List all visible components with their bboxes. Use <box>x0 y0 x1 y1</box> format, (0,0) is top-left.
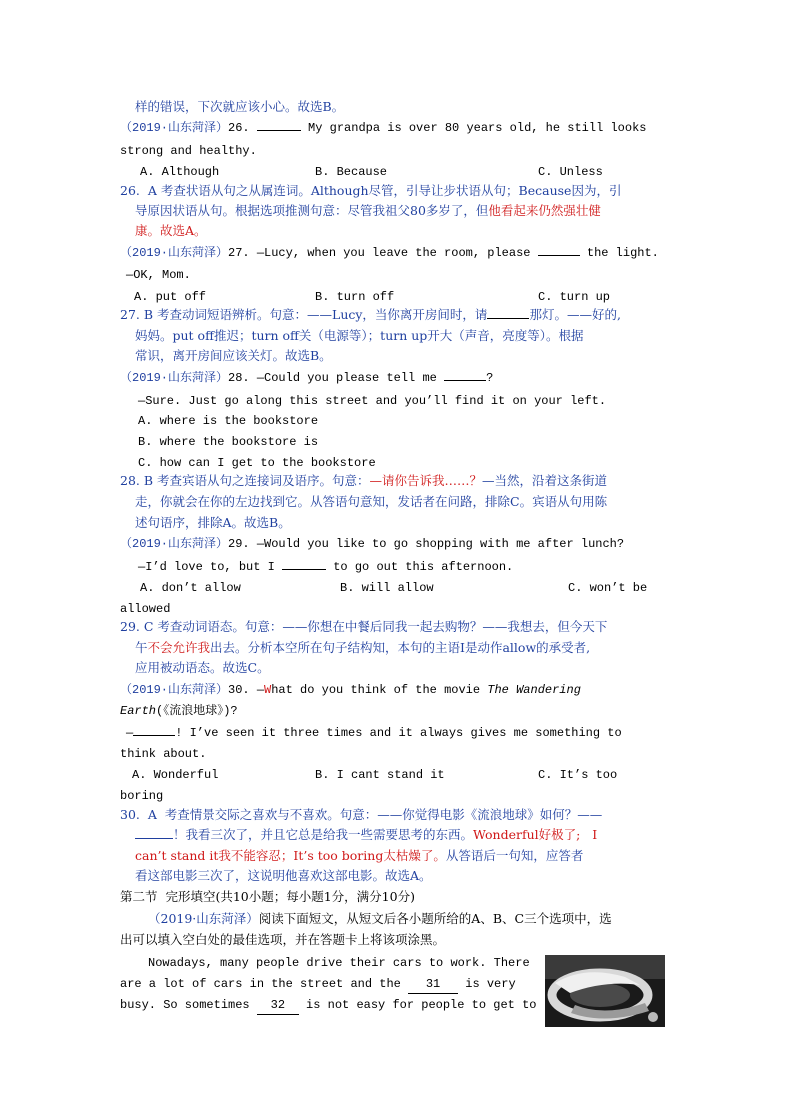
blank <box>487 318 529 319</box>
answer-30-line2: ！我看三次了，并且它总是给我一些需要思考的东西。Wonderful好极了; I <box>135 826 597 844</box>
answer-25-tail: 样的错误，下次就应该小心。故选B。 <box>135 99 345 114</box>
question-30-reply: — ! I’ve seen it three times and it always gives me something to <box>126 726 622 740</box>
option-a: A. Wonderful <box>132 768 219 782</box>
question-27: （2019·山东菏泽）27. —Lucy, when you leave the room, please the light. <box>120 246 659 260</box>
blank <box>257 130 301 131</box>
answer-29-line3: 应用被动语态。故选C。 <box>135 660 270 675</box>
cloze-instructions-cont: 出可以填入空白处的最佳选项，并在答题卡上将该项涂黑。 <box>120 932 446 947</box>
option-c: C. Unless <box>538 165 603 179</box>
answer-26-line3: 康。故选A。 <box>135 223 207 238</box>
answer-30-line3: can’t stand it我不能容忍；It’s too boring太枯燥了。从答语后一句知，应答者 <box>135 848 584 863</box>
question-30: （2019·山东菏泽）30. —What do you think of the movie The Wandering <box>120 683 581 697</box>
question-28: （2019·山东菏泽）28. —Could you please tell me ? <box>120 371 494 385</box>
option-a: A. don’t allow <box>140 581 241 595</box>
option-b: B. will allow <box>340 581 434 595</box>
source-tag: （2019·山东菏泽） <box>120 537 229 551</box>
answer-26-line2: 导原因状语从句。根据选项推测句意：尽管我祖父80多岁了，但他看起来仍然强壮健 <box>135 203 601 218</box>
option-a: A. Although <box>140 165 220 179</box>
option-b: B. I cant stand it <box>315 768 445 782</box>
passage-line: busy. So sometimes 32 is not easy for people to get to <box>120 996 536 1015</box>
answer-30: 30. A 考查情景交际之喜欢与不喜欢。句意：——你觉得电影《流浪地球》如何？—— <box>120 807 603 822</box>
option-c-cont: allowed <box>120 602 171 616</box>
question-30-reply-cont: think about. <box>120 747 207 761</box>
option-c: C. how can I get to the bookstore <box>138 456 376 470</box>
question-26-cont: strong and healthy. <box>120 144 257 158</box>
blank-32: 32 <box>257 996 299 1015</box>
blank <box>133 735 175 736</box>
question-29: （2019·山东菏泽）29. —Would you like to go shopping with me after lunch? <box>120 537 625 551</box>
option-b: B. Because <box>315 165 388 179</box>
passage-line: are a lot of cars in the street and the 31 is very <box>120 975 516 994</box>
answer-28-line3: 述句语序，排除A。故选B。 <box>135 515 291 530</box>
section-heading: 第二节 完形填空(共10小题；每小题1分，满分10分) <box>120 889 415 904</box>
option-b: B. turn off <box>315 290 395 304</box>
option-a: A. where is the bookstore <box>138 414 319 428</box>
blank <box>135 838 173 839</box>
answer-29: 29. C 考查动词语态。句意：——你想在中餐后同我一起去购物？——我想去，但今天下 <box>120 619 608 634</box>
question-29-reply: —I’d love to, but I to go out this afternoon. <box>138 560 514 574</box>
option-c: C. turn up <box>538 290 611 304</box>
question-28-reply: —Sure. Just go along this street and you’ll find it on your left. <box>138 394 607 408</box>
option-c: C. won’t be <box>568 581 648 595</box>
question-27-reply: —OK, Mom. <box>126 268 191 282</box>
answer-28-line2: 走，你就会在你的左边找到它。从答语句意知，发话者在问路，排除C。宾语从句用陈 <box>135 494 608 509</box>
answer-27-line2: 妈妈。put off推迟；turn off关（电源等）；turn up开大（声音，亮度等）。根据 <box>135 328 584 343</box>
option-b: B. where the bookstore is <box>138 435 319 449</box>
passage-line: Nowadays, many people drive their cars to work. There <box>148 956 530 970</box>
blank <box>538 255 580 256</box>
blank <box>282 569 326 570</box>
source-tag: （2019·山东菏泽） <box>120 371 229 385</box>
answer-27: 27. B 考查动词短语辨析。句意：——Lucy，当你离开房间时，请 那灯。——好的, <box>120 307 621 322</box>
source-tag: （2019·山东菏泽） <box>120 121 229 135</box>
question-30-cont: Earth(《流浪地球》)? <box>120 704 238 718</box>
blank <box>444 380 486 381</box>
answer-27-line3: 常识，离开房间应该关灯。故选B。 <box>135 348 332 363</box>
car-steering-wheel-image <box>545 955 665 1027</box>
answer-29-line2: 午不会允许我出去。分析本空所在句子结构知，本句的主语I是动作allow的承受者, <box>135 640 591 655</box>
question-26: （2019·山东菏泽）26. My grandpa is over 80 years old, he still looks <box>120 121 647 135</box>
answer-26: 26. A 考查状语从句之从属连词。Although尽管，引导让步状语从句；Because因为，引 <box>120 183 622 198</box>
answer-30-line4: 看这部电影三次了，这说明他喜欢这部电影。故选A。 <box>135 868 432 883</box>
option-c: C. It’s too <box>538 768 618 782</box>
source-tag: （2019·山东菏泽） <box>120 246 229 260</box>
option-a: A. put off <box>134 290 207 304</box>
option-c-cont: boring <box>120 789 164 803</box>
cloze-instructions: （2019·山东菏泽）阅读下面短文，从短文后各小题所给的A、B、C三个选项中，选 <box>148 911 612 926</box>
blank-31: 31 <box>408 975 458 994</box>
source-tag: （2019·山东菏泽） <box>120 683 229 697</box>
answer-28: 28. B 考查宾语从句之连接词及语序。句意：—请你告诉我……？—当然，沿着这条街道 <box>120 473 608 488</box>
